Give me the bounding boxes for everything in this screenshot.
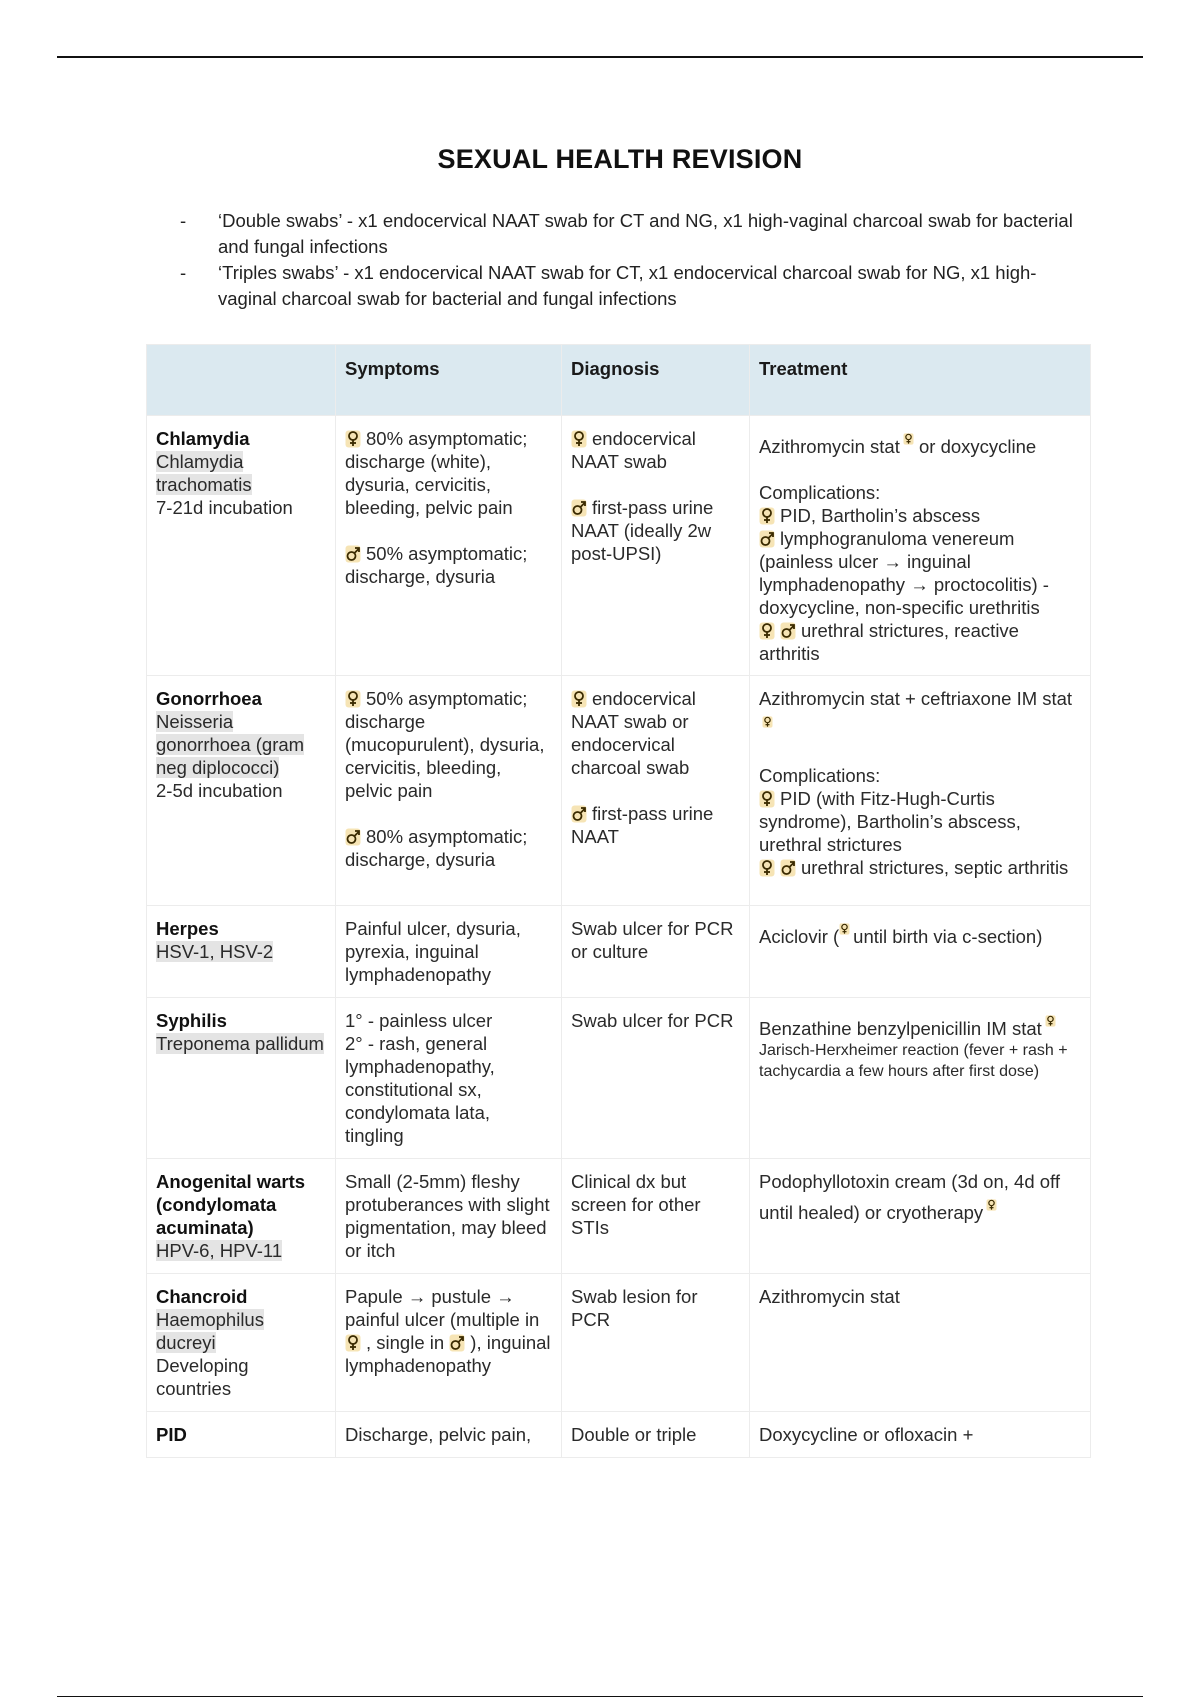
disease-cell [147,906,336,998]
complications-label: Complications: [759,765,881,786]
treatment-cell [750,676,1091,906]
table-header-row [147,345,1091,416]
female-symbol-icon [571,690,587,708]
symptoms-cell [336,998,562,1159]
top-rule [57,56,1143,58]
symptoms-text: Papule → pustule → painful ulcer (multiple in [345,1286,540,1330]
disease-cell [147,998,336,1159]
treatment-cell: Doxycycline or ofloxacin + [750,1412,1091,1458]
organism-name: HPV-6, HPV-11 [156,1240,283,1261]
incubation-period: 7-21d incubation [156,497,293,518]
diagnosis-cell: Swab ulcer for PCR or culture [562,906,750,998]
treatment-text: Azithromycin stat + ceftriaxone IM stat [759,688,1073,709]
male-symbol-icon [345,828,361,846]
female-symbol-icon [839,917,850,929]
female-symbol-icon [759,859,775,877]
shared-complications: urethral strictures, reactive arthritis [759,620,1019,664]
diagnosis-cell: Clinical dx but screen for other STIs [562,1159,750,1274]
organism-name: Chlamydia trachomatis [156,451,252,495]
female-symbol-icon [571,430,587,448]
disease-cell [147,676,336,906]
female-symbol-icon [1045,1009,1056,1021]
treatment-cell [750,1159,1091,1274]
organism-name: Haemophilus ducreyi [156,1309,264,1353]
female-symbol-icon [903,427,914,439]
complications-label: Complications: [759,482,881,503]
disease-cell [147,1274,336,1412]
organism-name: Neisseria gonorrhoea (gram neg diplococci) [156,711,305,778]
shared-complications: urethral strictures, septic arthritis [801,857,1069,878]
treatment-cell: Azithromycin stat [750,1274,1091,1412]
female-symbol-icon [986,1193,997,1205]
disease-name: Gonorrhoea [156,688,262,709]
male-symptoms: 50% asymptomatic; discharge, dysuria [345,543,528,587]
treatment-cell [750,906,1091,998]
male-symptoms: 80% asymptomatic; discharge, dysuria [345,826,528,870]
male-symbol-icon [345,545,361,563]
female-diagnosis: endocervical NAAT swab or endocervical charcoal swab [571,688,696,778]
male-diagnosis: first-pass urine NAAT [571,803,714,847]
disease-cell [147,1412,336,1458]
treatment-cell [750,416,1091,676]
male-symbol-icon [780,622,796,640]
bottom-rule [57,1696,1143,1697]
table-row [147,906,1091,998]
treatment-text: Benzathine benzylpenicillin IM stat [759,1018,1042,1039]
epidemiology-note: Developing countries [156,1355,249,1399]
disease-cell [147,416,336,676]
male-symbol-icon [571,805,587,823]
symptoms-cell [336,676,562,906]
female-symbol-icon [345,690,361,708]
bullet-text: ‘Triples swabs’ - x1 endocervical NAAT swab for CT, x1 endocervical charcoal swab for NG, x1 high-vaginal charcoal swab for bacterial and fungal infections [218,262,1037,309]
disease-name: Chlamydia [156,428,250,449]
header-cell [147,345,336,416]
organism-name: HSV-1, HSV-2 [156,941,274,962]
table-row [147,1412,1091,1458]
treatment-text: Azithromycin stat [759,436,900,457]
table-row [147,1159,1091,1274]
male-symbol-icon [449,1334,465,1352]
female-symptoms: 80% asymptomatic; discharge (white), dysuria, cervicitis, bleeding, pelvic pain [345,428,528,518]
header-cell: Treatment [750,345,1091,416]
diagnosis-cell [562,416,750,676]
organism-name: Treponema pallidum [156,1033,324,1054]
treatment-cell [750,998,1091,1159]
disease-name: PID [156,1424,187,1445]
symptoms-cell: Discharge, pelvic pain, [336,1412,562,1458]
page-title: SEXUAL HEALTH REVISION [437,144,803,174]
diagnosis-cell: Double or triple [562,1412,750,1458]
secondary-symptoms: 2° - rash, general lymphadenopathy, constitutional sx, condylomata lata, tingling [345,1033,495,1146]
treatment-text: Aciclovir ( [759,926,840,947]
female-symptoms: 50% asymptomatic; discharge (mucopurulent), dysuria, cervicitis, bleeding, pelvic pain [345,688,545,801]
symptoms-text-end: ), inguinal lymphadenopathy [345,1332,551,1376]
table-row [147,1274,1091,1412]
female-symbol-icon [759,507,775,525]
disease-name: Syphilis [156,1010,227,1031]
male-complications: lymphogranuloma venereum (painless ulcer → inguinal lymphadenopathy → proctocolitis) - doxycycline, non-specific urethritis [759,528,1049,618]
female-diagnosis: endocervical NAAT swab [571,428,696,472]
symptoms-cell [336,416,562,676]
table-row [147,676,1091,906]
disease-cell [147,1159,336,1274]
bullet-dash: - [180,262,187,283]
female-symbol-icon [762,710,773,722]
symptoms-cell [336,1274,562,1412]
incubation-period: 2-5d incubation [156,780,283,801]
female-symbol-icon [345,1334,361,1352]
header-cell: Symptoms [336,345,562,416]
diagnosis-cell [562,676,750,906]
diagnosis-cell: Swab ulcer for PCR [562,998,750,1159]
symptoms-cell: Small (2-5mm) fleshy protuberances with slight pigmentation, may bleed or itch [336,1159,562,1274]
treatment-text: Podophyllotoxin cream (3d on, 4d off until healed) or cryotherapy [759,1171,1060,1223]
treatment-note: Jarisch-Herxheimer reaction (fever + rash + tachycardia a few hours after first dose) [759,1042,1068,1080]
bullet-text: ‘Double swabs’ - x1 endocervical NAAT swab for CT and NG, x1 high-vaginal charcoal swab for bacterial and fungal infections [218,210,1073,257]
symptoms-cell: Painful ulcer, dysuria, pyrexia, inguinal lymphadenopathy [336,906,562,998]
male-diagnosis: first-pass urine NAAT (ideally 2w post-UPSI) [571,497,714,564]
female-symbol-icon [759,790,775,808]
bullet-dash: - [180,210,187,231]
male-symbol-icon [571,499,587,517]
treatment-alternative: or doxycycline [919,436,1037,457]
table-row [147,416,1091,676]
disease-name: Herpes [156,918,219,939]
header-cell: Diagnosis [562,345,750,416]
female-complications: PID (with Fitz-Hugh-Curtis syndrome), Bartholin’s abscess, urethral strictures [759,788,1021,855]
female-symbol-icon [759,622,775,640]
list-item [180,208,1090,260]
symptoms-text-cont: , single in [366,1332,445,1353]
male-symbol-icon [759,530,775,548]
swab-definitions-list [180,208,1090,312]
table-row [147,998,1091,1159]
list-item [180,260,1090,312]
male-symbol-icon [780,859,796,877]
treatment-text-cont: until birth via c-section) [853,926,1043,947]
primary-symptoms: 1° - painless ulcer [345,1010,493,1031]
female-symbol-icon [345,430,361,448]
diagnosis-cell: Swab lesion for PCR [562,1274,750,1412]
sti-table [146,344,1091,1458]
disease-name: Chancroid [156,1286,248,1307]
female-complications: PID, Bartholin’s abscess [780,505,981,526]
disease-name: Anogenital warts (condylomata acuminata) [156,1171,306,1238]
